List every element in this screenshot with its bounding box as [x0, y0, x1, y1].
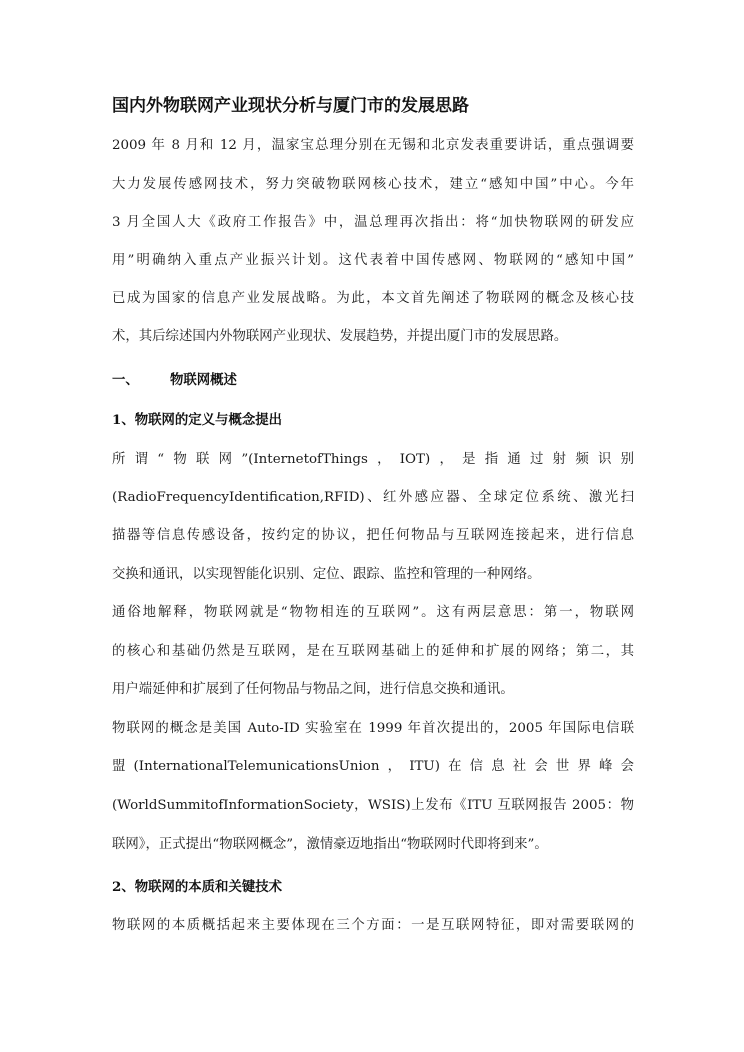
section-heading-overview	[112, 370, 237, 390]
history-line-4: 联网》，正式提出“物联网概念”，激情豪迈地指出“物联网时代即将到来”。	[112, 837, 548, 852]
explain-line-1: 通俗地解释，物联网就是“物物相连的互联网”。这有两层意思：第一，物联网	[112, 605, 634, 620]
section-number: 一、	[112, 372, 139, 388]
subsection-heading-definition: 1、物联网的定义与概念提出	[112, 412, 283, 428]
history-line-3: (WorldSummitofInformationSociety，WSIS)上发布《ITU 互联网报告 2005：物	[112, 798, 634, 813]
intro-line-6: 术，其后综述国内外物联网产业现状、发展趋势，并提出厦门市的发展思路。	[112, 329, 568, 344]
explain-line-3: 用户端延伸和扩展到了任何物品与物品之间，进行信息交换和通讯。	[112, 682, 514, 697]
history-line-1: 物联网的概念是美国 Auto-ID 实验室在 1999 年首次提出的，2005 年国际电信联	[112, 721, 634, 736]
subsection-heading-essence: 2、物联网的本质和关键技术	[112, 879, 283, 895]
intro-line-5: 已成为国家的信息产业发展战略。为此，本文首先阐述了物联网的概念及核心技	[112, 291, 634, 306]
intro-line-1: 2009 年 8 月和 12 月，温家宝总理分别在无锡和北京发表重要讲话，重点强调要	[112, 138, 634, 153]
section-title: 物联网概述	[170, 372, 237, 388]
definition-line-4: 交换和通讯，以实现智能化识别、定位、跟踪、监控和管理的一种网络。	[112, 567, 541, 582]
document-title: 国内外物联网产业现状分析与厦门市的发展思路	[112, 96, 469, 116]
explain-line-2: 的核心和基础仍然是互联网，是在互联网基础上的延伸和扩展的网络；第二，其	[112, 644, 634, 659]
essence-line-1: 物联网的本质概括起来主要体现在三个方面：一是互联网特征，即对需要联网的	[112, 918, 634, 933]
history-line-2: 盟(InternationalTelemunicationsUnion，ITU)在信息社会世界峰会	[112, 759, 634, 774]
definition-line-3: 描器等信息传感设备，按约定的协议，把任何物品与互联网连接起来，进行信息	[112, 528, 634, 543]
definition-line-1: 所谓“物联网”(InternetofThings，IOT)，是指通过射频识别	[112, 452, 634, 467]
intro-line-3: 3 月全国人大《政府工作报告》中，温总理再次指出：将“加快物联网的研发应	[112, 215, 634, 230]
intro-line-2: 大力发展传感网技术，努力突破物联网核心技术，建立“感知中国”中心。今年	[112, 177, 634, 192]
intro-line-4: 用”明确纳入重点产业振兴计划。这代表着中国传感网、物联网的“感知中国”	[112, 253, 634, 268]
definition-line-2: (RadioFrequencyIdentification,RFID)、红外感应器、全球定位系统、激光扫	[112, 490, 634, 505]
